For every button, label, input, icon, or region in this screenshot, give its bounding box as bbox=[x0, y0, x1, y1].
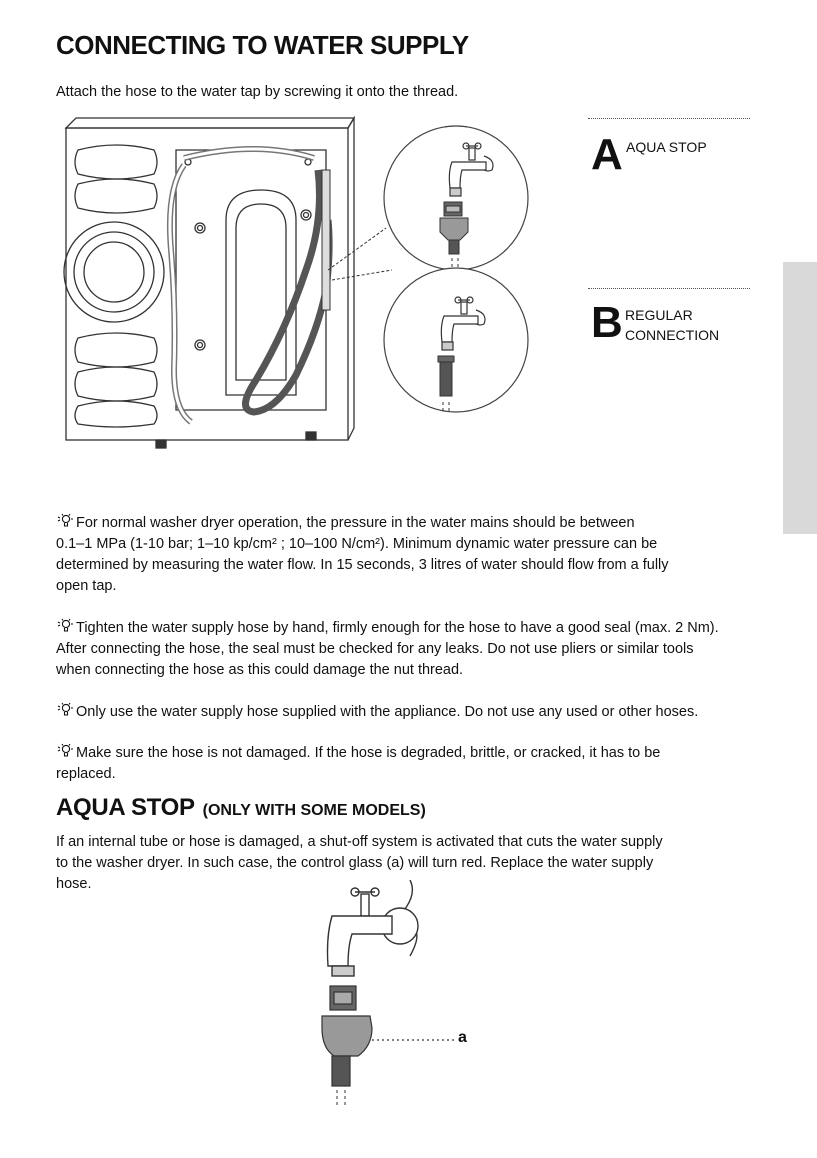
label-b-letter: B bbox=[591, 298, 623, 347]
note-damaged-hose bbox=[56, 743, 748, 785]
washer-machine-illustration bbox=[56, 110, 756, 470]
bulb-icon bbox=[56, 743, 74, 759]
aqua-stop-heading bbox=[56, 793, 426, 826]
note-line: replaced. bbox=[56, 766, 116, 782]
aqua-stop-heading-note: (ONLY WITH SOME MODELS) bbox=[202, 802, 426, 819]
aqua-stop-line: hose. bbox=[56, 876, 92, 892]
aqua-stop-line: If an internal tube or hose is damaged, a shut-off system is activated that cuts the water supply bbox=[56, 834, 663, 850]
intro-text: Attach the hose to the water tap by screwing it onto the thread. bbox=[56, 84, 459, 100]
label-a-letter: A bbox=[591, 130, 623, 179]
label-a-text: AQUA STOP bbox=[626, 139, 707, 155]
label-b-text-line2: CONNECTION bbox=[625, 327, 720, 343]
label-b-divider bbox=[588, 288, 750, 289]
note-tighten bbox=[56, 618, 748, 681]
bulb-icon bbox=[56, 702, 74, 718]
bulb-icon bbox=[56, 513, 74, 529]
aqua-stop-figure bbox=[300, 880, 520, 1120]
note-line: Make sure the hose is not damaged. If the hose is degraded, brittle, or cracked, it has to be bbox=[76, 745, 661, 761]
page-title: CONNECTING TO WATER SUPPLY bbox=[56, 30, 469, 60]
note-line: For normal washer dryer operation, the pressure in the water mains should be between bbox=[76, 515, 635, 531]
note-pressure bbox=[56, 513, 748, 597]
note-line: when connecting the hose as this could damage the nut thread. bbox=[56, 662, 464, 678]
note-line: determined by measuring the water flow. In 15 seconds, 3 litres of water should flow from a fully bbox=[56, 557, 669, 573]
note-supplied-hose bbox=[56, 702, 748, 723]
bulb-icon bbox=[56, 618, 74, 634]
note-line: After connecting the hose, the seal must be checked for any leaks. Do not use pliers or similar tools bbox=[56, 641, 694, 657]
note-line: Tighten the water supply hose by hand, firmly enough for the hose to have a good seal (max. 2 Nm). bbox=[76, 620, 719, 636]
callout-a: a bbox=[458, 1029, 467, 1046]
note-line: open tap. bbox=[56, 578, 117, 594]
note-line: 0.1–1 MPa (1-10 bar; 1–10 kp/cm² ; 10–100 N/cm²). Minimum dynamic water pressure can be bbox=[56, 536, 658, 552]
label-a-divider bbox=[588, 118, 750, 119]
label-b-text-line1: REGULAR bbox=[625, 307, 693, 323]
aqua-stop-heading-text: AQUA STOP bbox=[56, 794, 195, 821]
side-tab bbox=[783, 262, 817, 534]
aqua-stop-line: to the washer dryer. In such case, the control glass (a) will turn red. Replace the water supply bbox=[56, 855, 654, 871]
washer-connection-figure bbox=[56, 110, 756, 470]
note-line: Only use the water supply hose supplied with the appliance. Do not use any used or other hoses. bbox=[76, 704, 699, 720]
tap-icon bbox=[300, 880, 520, 1120]
